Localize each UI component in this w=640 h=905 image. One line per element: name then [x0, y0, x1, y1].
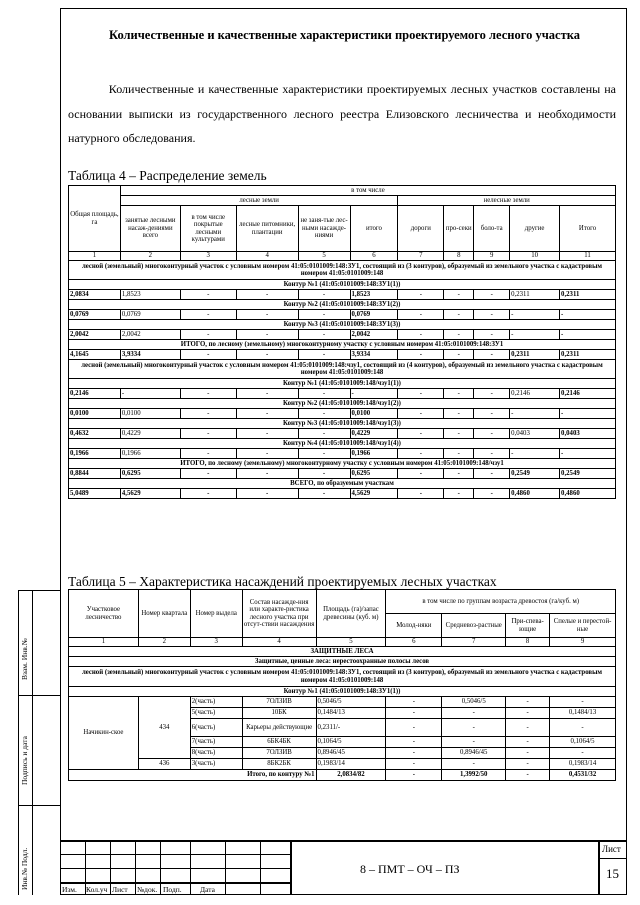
t4-col-header: занятые лесными насаж-дениями всего — [120, 206, 180, 252]
t4-cell: - — [474, 389, 510, 399]
t4-cell: - — [560, 310, 616, 320]
t5-cell: 6БК4БК — [242, 737, 316, 748]
t4-band-row: лесной (земельный) многоконтурный участок с условным номером 41:05:0101009:148:ЗУ1, состоящий из (3 контуров), образуемый из земельного участка с кадастровым номером 41:05:0101009:148 — [69, 261, 616, 280]
t4-band-row: Контур №3 (41:05:0101009:148/чзу1(3)) — [69, 419, 616, 429]
t4-cell: 0,0769 — [69, 310, 121, 320]
t5-col-number: 8 — [506, 638, 550, 647]
t4-col-header: в том числе покрытые лесными культурами — [180, 206, 236, 252]
t4-h-forest: лесные земли — [120, 196, 397, 206]
t5-sub-header: Средневоз-растные — [442, 614, 506, 638]
t4-cell: - — [398, 469, 444, 479]
t4-cell: - — [398, 330, 444, 340]
t4-cell: - — [398, 350, 444, 360]
t4-col-number: 6 — [350, 252, 398, 261]
t4-cell: 0,6295 — [350, 469, 398, 479]
t4-cell: - — [398, 290, 444, 300]
t4-cell: - — [474, 429, 510, 439]
t4-cell: - — [298, 350, 350, 360]
t5-h-area: Площадь (га)/запас древесины (куб. м) — [316, 590, 386, 638]
t4-cell: 0,2549 — [560, 469, 616, 479]
t4-col-header: другие — [510, 206, 560, 252]
stamp-col-label: Лист — [112, 885, 128, 894]
t5-cell: - — [386, 759, 442, 770]
t4-cell: - — [444, 409, 474, 419]
t5-cell: 3(часть) — [190, 759, 242, 770]
t5-band-contour: Контур №1 (41:05:0101009:148:ЗУ1(1)) — [69, 687, 616, 697]
stamp-col-label: Изм. — [62, 885, 77, 894]
t5-cell: 6(часть) — [190, 719, 242, 737]
t5-h-plot: Номер выдела — [190, 590, 242, 638]
side-stamp — [18, 590, 60, 895]
t5-cell: 0,8946/45 — [442, 748, 506, 759]
t4-cell: 2,0834 — [69, 290, 121, 300]
t4-cell: - — [510, 409, 560, 419]
t4-col-header: Итого — [560, 206, 616, 252]
t4-col-number: 7 — [398, 252, 444, 261]
t4-cell: - — [298, 409, 350, 419]
t4-cell: - — [474, 310, 510, 320]
t5-cell: - — [386, 719, 442, 737]
t5-cell: - — [550, 748, 616, 759]
t4-cell: - — [236, 290, 298, 300]
t4-cell: 0,2311 — [560, 350, 616, 360]
t5-quarter-cell: 436 — [138, 759, 190, 770]
t5-band-valuable: Защитные, ценные леса: нерестоохранные полосы лесов — [69, 657, 616, 667]
t5-total-label: Итого, по контуру №1 — [69, 770, 317, 781]
t4-cell: - — [180, 389, 236, 399]
t4-cell: - — [236, 429, 298, 439]
t4-cell: 0,0100 — [350, 409, 398, 419]
t4-cell: 0,4860 — [560, 489, 616, 499]
t4-cell: - — [180, 489, 236, 499]
t4-cell: 4,1645 — [69, 350, 121, 360]
t4-cell: - — [298, 310, 350, 320]
t4-cell: - — [180, 429, 236, 439]
t4-cell: - — [444, 290, 474, 300]
t5-cell: - — [442, 708, 506, 719]
t4-cell: 0,2311 — [510, 290, 560, 300]
t5-quarter-cell: 434 — [138, 697, 190, 759]
t5-cell: - — [550, 719, 616, 737]
t4-cell: 1,8523 — [120, 290, 180, 300]
t5-cell: 7ОЛЗИВ — [242, 748, 316, 759]
t5-cell: - — [506, 737, 550, 748]
t5-cell: - — [506, 708, 550, 719]
t4-cell: 0,1966 — [120, 449, 180, 459]
t4-band-row: Контур №4 (41:05:0101009:148/чзу1(4)) — [69, 439, 616, 449]
t4-cell: 3,9334 — [350, 350, 398, 360]
t5-cell: 0,8946/45 — [316, 748, 386, 759]
t4-cell: - — [398, 489, 444, 499]
t4-cell: - — [474, 290, 510, 300]
t4-band-row: лесной (земельный) многоконтурный участок с условным номером 41:05:0101009:148:чзу1, состоящий из (4 контуров), образуемый из земельного участка с кадастровым номером 41:05:0101009:148 — [69, 360, 616, 379]
t4-cell: - — [398, 389, 444, 399]
t5-col-number: 2 — [138, 638, 190, 647]
t5-band-plot: лесной (земельный) многоконтурный участок с условным номером 41:05:0101009:148:ЗУ1, состоящий из (3 контуров), образуемый из земельного участка с кадастровым номером 41:05:0101009:148 — [69, 667, 616, 687]
t4-cell: - — [560, 330, 616, 340]
t4-cell: - — [298, 469, 350, 479]
t5-total-cell: - — [386, 770, 442, 781]
t5-col-number: 1 — [69, 638, 139, 647]
t4-cell: - — [398, 429, 444, 439]
t4-cell: 0,4860 — [510, 489, 560, 499]
t4-cell: - — [444, 389, 474, 399]
t4-h-nonforest: нелесные земли — [398, 196, 616, 206]
t5-cell: 0,1983/14 — [316, 759, 386, 770]
t4-col-number: 10 — [510, 252, 560, 261]
t4-cell: 0,2311 — [510, 350, 560, 360]
t4-cell: 0,2146 — [69, 389, 121, 399]
doc-code: 8 – ПМТ – ОЧ – ПЗ — [360, 862, 460, 876]
t4-col-header: боло-та — [474, 206, 510, 252]
t4-cell: 2,0042 — [120, 330, 180, 340]
t4-cell: - — [510, 449, 560, 459]
t5-h-forestry: Участковое лесничество — [69, 590, 139, 638]
t4-cell: - — [120, 389, 180, 399]
t4-cell: - — [298, 389, 350, 399]
t4-cell: - — [298, 429, 350, 439]
table5 — [68, 589, 616, 781]
t4-cell: - — [444, 350, 474, 360]
t4-col-number: 3 — [180, 252, 236, 261]
t5-col-number: 9 — [550, 638, 616, 647]
t5-cell: - — [442, 759, 506, 770]
table5-caption: Таблица 5 – Характеристика насаждений проектируемых лесных участках — [68, 574, 497, 589]
t5-sub-header: При-спева-ющие — [506, 614, 550, 638]
t5-cell: 0,1983/14 — [550, 759, 616, 770]
t4-cell: - — [350, 389, 398, 399]
t5-cell: 5(часть) — [190, 708, 242, 719]
t4-cell: 0,0100 — [69, 409, 121, 419]
side-label-replace: Взам. Инв.№ — [20, 638, 29, 680]
t4-cell: - — [474, 350, 510, 360]
t4-col-number: 8 — [444, 252, 474, 261]
t5-h-quarter: Номер квартала — [138, 590, 190, 638]
t4-cell: - — [180, 310, 236, 320]
t4-cell: 2,0042 — [69, 330, 121, 340]
t5-band-protective: ЗАЩИТНЫЕ ЛЕСА — [69, 647, 616, 657]
side-label-inv: Инв.№ Подл. — [20, 847, 29, 890]
table4 — [68, 185, 616, 499]
t4-col-header: про-секи — [444, 206, 474, 252]
t4-cell: - — [398, 409, 444, 419]
t5-cell: - — [506, 697, 550, 708]
t4-band-row: Контур №1 (41:05:0101009:148/чзу1(1)) — [69, 379, 616, 389]
t4-cell: 0,4229 — [350, 429, 398, 439]
t4-cell: 0,2549 — [510, 469, 560, 479]
t4-cell: - — [236, 489, 298, 499]
t4-band-row: ИТОГО, по лесному (земельному) многоконтурному участку с условным номером 41:05:0101009:148/чзу1 — [69, 459, 616, 469]
t4-cell: - — [180, 350, 236, 360]
t5-cell: - — [386, 697, 442, 708]
t4-cell: - — [444, 310, 474, 320]
t4-cell: 0,4229 — [120, 429, 180, 439]
t4-band-row: Контур №2 (41:05:0101009:148:ЗУ1(2)) — [69, 300, 616, 310]
t4-cell: - — [510, 310, 560, 320]
side-label-signature: Подпись и дата — [20, 736, 29, 785]
t5-col-number: 5 — [316, 638, 386, 647]
t4-col-number: 4 — [236, 252, 298, 261]
t5-cell: - — [386, 737, 442, 748]
t5-col-number: 4 — [242, 638, 316, 647]
t4-cell: - — [298, 330, 350, 340]
t4-cell: - — [510, 330, 560, 340]
t4-cell: - — [180, 469, 236, 479]
title-block — [60, 840, 627, 895]
table4-caption: Таблица 4 – Распределение земель — [68, 168, 267, 183]
t4-cell: 0,8844 — [69, 469, 121, 479]
t4-cell: 0,2146 — [560, 389, 616, 399]
stamp-col-label: Кол.уч — [86, 885, 108, 894]
t4-h-incl: в том числе — [120, 186, 615, 196]
t4-cell: - — [236, 310, 298, 320]
t4-cell: 1,8523 — [350, 290, 398, 300]
t5-col-number: 7 — [442, 638, 506, 647]
t5-total-cell: 0,4531/32 — [550, 770, 616, 781]
intro-paragraph: Количественные и качественные характеристики проектируемых лесных участков составлены на основании выписки из государственного лесного реестра Елизовского лесничества и необходимости натурного обследования. — [68, 82, 617, 145]
t5-cell: 0,2311/- — [316, 719, 386, 737]
t4-col-number: 9 — [474, 252, 510, 261]
t5-total-cell: 2,0834/82 — [316, 770, 386, 781]
t5-forestry-cell: Начикин-ское — [69, 697, 139, 770]
t5-col-number: 3 — [190, 638, 242, 647]
t5-cell: - — [386, 748, 442, 759]
sheet-label: Лист — [602, 844, 621, 854]
stamp-col-label: Подп. — [163, 885, 182, 894]
t4-cell: 0,0403 — [510, 429, 560, 439]
t5-cell: 0,1484/13 — [550, 708, 616, 719]
t4-cell: 0,6295 — [120, 469, 180, 479]
t5-cell: 10БК — [242, 708, 316, 719]
t4-cell: - — [398, 449, 444, 459]
t5-cell: - — [550, 697, 616, 708]
t4-col-header: дороги — [398, 206, 444, 252]
t4-cell: - — [236, 389, 298, 399]
sheet-number: 15 — [606, 866, 619, 881]
t4-col-number: 5 — [298, 252, 350, 261]
t5-cell: 0,1064/5 — [550, 737, 616, 748]
t5-cell: - — [506, 759, 550, 770]
t4-cell: - — [474, 409, 510, 419]
t4-cell: - — [298, 449, 350, 459]
t5-sub-header: Молод-няки — [386, 614, 442, 638]
t4-cell: - — [298, 489, 350, 499]
t5-cell: 2(часть) — [190, 697, 242, 708]
t4-col-header: лесные питомники, плантации — [236, 206, 298, 252]
t5-cell: 8(часть) — [190, 748, 242, 759]
t5-cell: - — [506, 719, 550, 737]
t4-h-total: Общая площадь, га — [69, 186, 121, 252]
t4-cell: - — [474, 449, 510, 459]
t5-cell: 0,1484/13 — [316, 708, 386, 719]
t4-band-row: ВСЕГО, по образуемым участкам — [69, 479, 616, 489]
t4-cell: - — [444, 469, 474, 479]
t5-total-cell: - — [506, 770, 550, 781]
t5-col-number: 6 — [386, 638, 442, 647]
t4-cell: 4,5629 — [120, 489, 180, 499]
t4-col-number: 2 — [120, 252, 180, 261]
t5-cell: - — [442, 719, 506, 737]
t5-cell: 0,5046/5 — [316, 697, 386, 708]
t4-col-header: не заня-тые лес-ными насажде-ниями — [298, 206, 350, 252]
t4-cell: - — [236, 330, 298, 340]
t4-cell: - — [474, 489, 510, 499]
t4-cell: 3,9334 — [120, 350, 180, 360]
stamp-col-label: №док. — [137, 885, 158, 894]
t4-band-row: Контур №2 (41:05:0101009:148/чзу1(2)) — [69, 399, 616, 409]
t5-cell: - — [386, 708, 442, 719]
t4-cell: - — [236, 449, 298, 459]
t4-cell: 2,0042 — [350, 330, 398, 340]
t4-cell: 0,0403 — [560, 429, 616, 439]
t4-cell: - — [180, 330, 236, 340]
t4-cell: 0,1966 — [69, 449, 121, 459]
t4-cell: - — [560, 409, 616, 419]
t5-cell: 0,5046/5 — [442, 697, 506, 708]
t4-cell: - — [444, 429, 474, 439]
t4-cell: 0,0769 — [350, 310, 398, 320]
t4-band-row: Контур №3 (41:05:0101009:148:ЗУ1(3)) — [69, 320, 616, 330]
t5-cell: Карьеры действующие — [242, 719, 316, 737]
t4-cell: - — [444, 449, 474, 459]
t4-cell: - — [560, 449, 616, 459]
t4-cell: - — [180, 290, 236, 300]
t4-cell: 4,5629 — [350, 489, 398, 499]
t5-h-composition: Состав насажде-ния или характе-ристика лесного участка при отсут-ствии насаждения — [242, 590, 316, 638]
t5-cell: 0,1064/5 — [316, 737, 386, 748]
t5-cell: 8БК2БК — [242, 759, 316, 770]
t4-col-number: 11 — [560, 252, 616, 261]
t4-cell: - — [474, 330, 510, 340]
t5-cell: - — [442, 737, 506, 748]
t4-cell: 0,0769 — [120, 310, 180, 320]
t5-sub-header: Спелые и перестой-ные — [550, 614, 616, 638]
t4-col-number: 1 — [69, 252, 121, 261]
t5-cell: 7(часть) — [190, 737, 242, 748]
t4-cell: - — [444, 330, 474, 340]
t4-cell: - — [236, 469, 298, 479]
t4-cell: - — [398, 310, 444, 320]
t4-cell: 5,0489 — [69, 489, 121, 499]
t4-band-row: ИТОГО, по лесному (земельному) многоконтурному участку с условным номером 41:05:0101009:148:ЗУ1 — [69, 340, 616, 350]
t4-cell: - — [444, 489, 474, 499]
t5-cell: 7ОЛЗИВ — [242, 697, 316, 708]
t4-col-header: итого — [350, 206, 398, 252]
t4-cell: 0,2311 — [560, 290, 616, 300]
t4-cell: - — [236, 409, 298, 419]
t4-band-row: Контур №1 (41:05:0101009:148:ЗУ1(1)) — [69, 280, 616, 290]
t4-cell: 0,1966 — [350, 449, 398, 459]
t5-cell: - — [506, 748, 550, 759]
page-title: Количественные и качественные характеристики проектируемого лесного участка — [109, 28, 580, 42]
stamp-col-label: Дата — [200, 885, 215, 894]
t4-cell: - — [180, 409, 236, 419]
t4-cell: - — [236, 350, 298, 360]
t4-cell: 0,0100 — [120, 409, 180, 419]
t5-total-cell: 1,3992/50 — [442, 770, 506, 781]
t5-h-group: в том числе по группам возраста древостоя (га/куб. м) — [386, 590, 616, 614]
t4-cell: - — [474, 469, 510, 479]
t4-cell: - — [180, 449, 236, 459]
t4-cell: - — [298, 290, 350, 300]
t4-cell: 0,2146 — [510, 389, 560, 399]
t4-cell: 0,4632 — [69, 429, 121, 439]
